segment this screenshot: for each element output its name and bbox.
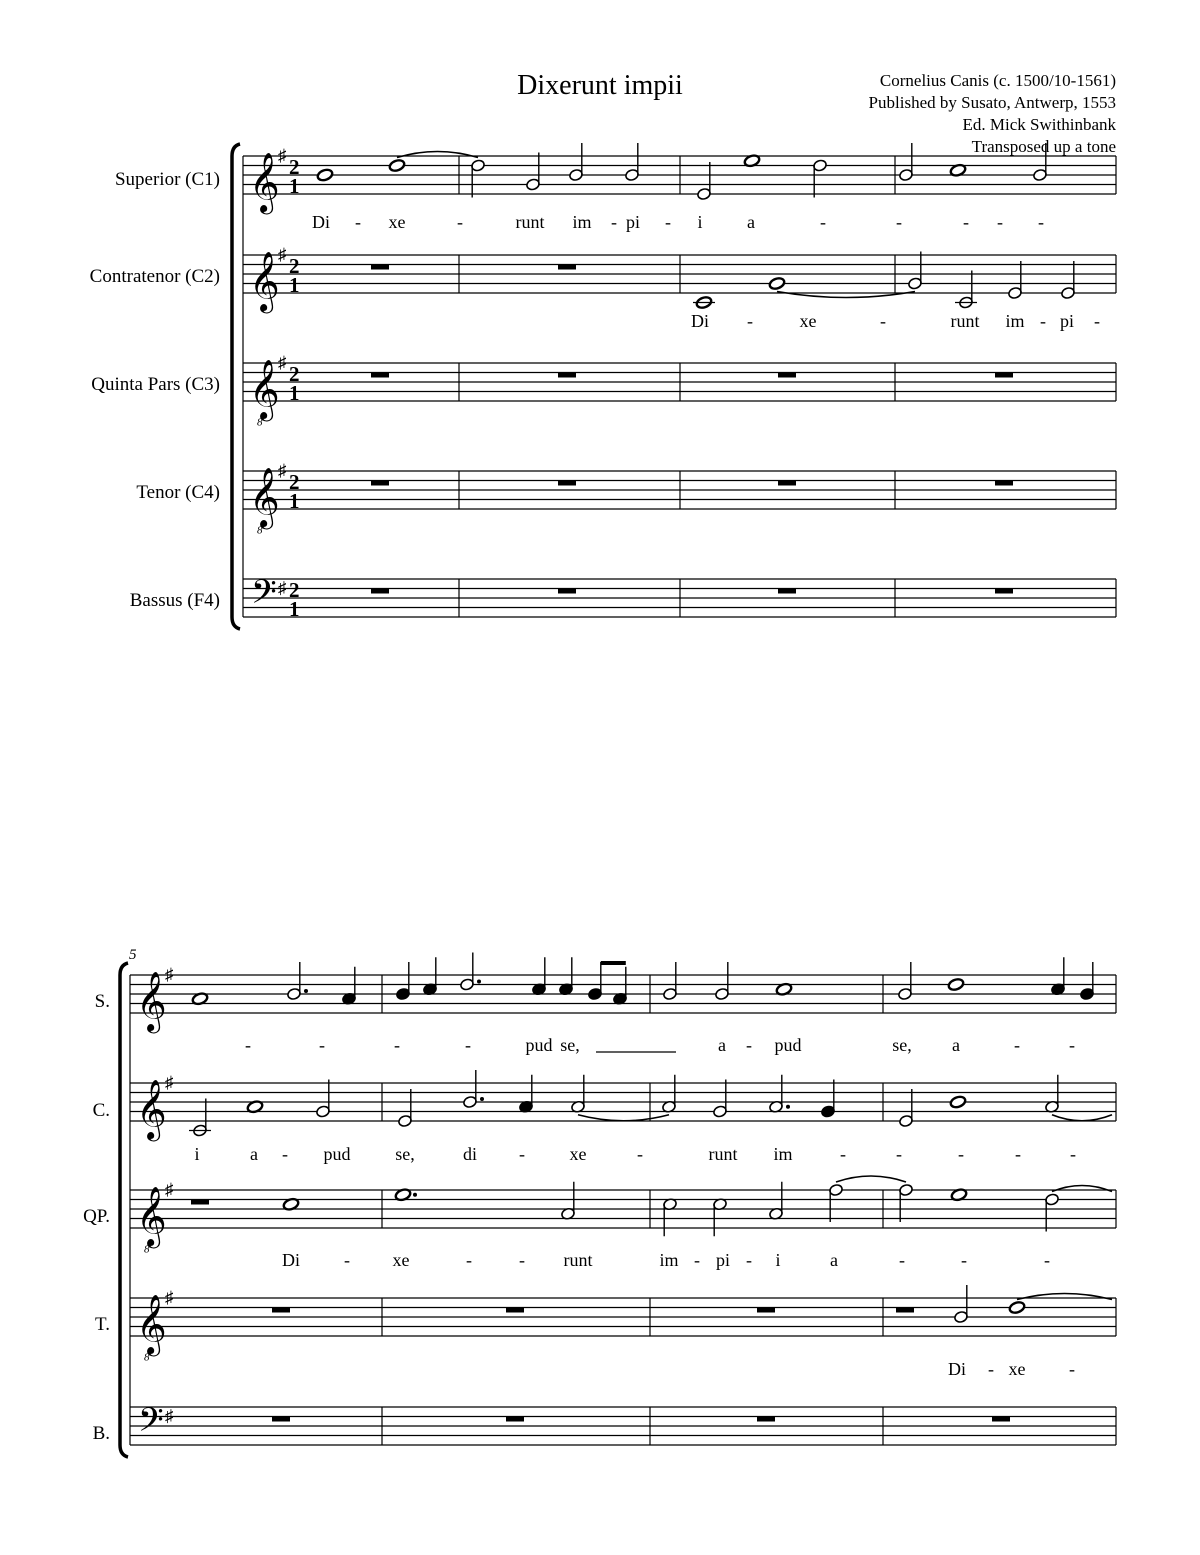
lyric-syllable: runt <box>708 1144 738 1164</box>
sharp-icon: ♯ <box>165 965 174 984</box>
octave-8-icon: 8 <box>257 416 263 429</box>
lyric-syllable: xe <box>569 1144 587 1164</box>
lyric-syllable: - <box>997 212 1003 232</box>
lyric-syllable: pi <box>625 212 641 232</box>
lyric-syllable: - <box>245 1035 251 1055</box>
treble-clef-icon: 𝄞 <box>249 251 280 312</box>
part-label-qp: QP. <box>83 1206 110 1227</box>
breve-rest <box>778 481 796 486</box>
bass-clef-icon: 𝄢 <box>138 1401 164 1448</box>
time-sig-bottom: 1 <box>289 489 300 514</box>
lyric-syllable: a <box>830 1250 838 1270</box>
transposition-note: Transposed up a tone <box>971 137 1116 156</box>
lyric-syllable: - <box>319 1035 325 1055</box>
lyric-syllable: xe <box>799 311 817 331</box>
breve-rest <box>778 589 796 594</box>
breve-rest <box>896 1308 914 1313</box>
lyric-syllable: - <box>519 1144 525 1164</box>
sharp-icon: ♯ <box>278 245 287 264</box>
lyric-syllable: - <box>344 1250 350 1270</box>
breve-rest <box>995 589 1013 594</box>
lyric-syllable: - <box>637 1144 643 1164</box>
lyric-syllable: - <box>282 1144 288 1164</box>
lyric-syllable: - <box>611 212 617 232</box>
lyric-syllable: - <box>665 212 671 232</box>
bass-clef-icon: 𝄢 <box>251 573 277 620</box>
lyric-syllable: - <box>1038 212 1044 232</box>
breve-rest <box>371 373 389 378</box>
staves-system-1 <box>232 144 1116 629</box>
sharp-icon: ♯ <box>278 461 287 480</box>
lyric-syllable: i <box>775 1250 781 1270</box>
lyric-syllable: - <box>519 1250 525 1270</box>
tie <box>1052 1115 1112 1121</box>
dot <box>413 1193 417 1197</box>
dot <box>480 1097 484 1101</box>
octave-8-icon: 8 <box>144 1351 150 1364</box>
lyric-syllable: - <box>1014 1035 1020 1055</box>
notehead <box>949 1095 966 1109</box>
lyric-syllable: - <box>896 212 902 232</box>
treble-clef-icon: 𝄞 <box>249 152 280 213</box>
tie <box>578 1115 669 1121</box>
sharp-icon: ♯ <box>165 1073 174 1092</box>
notehead <box>1008 1300 1025 1314</box>
part-label-b: B. <box>92 1423 110 1444</box>
lyric-syllable: - <box>746 1250 752 1270</box>
sharp-icon: ♯ <box>278 578 287 598</box>
lyric-syllable: - <box>961 1250 967 1270</box>
time-sig-top: 2 <box>289 362 300 387</box>
lyric-syllable: - <box>896 1144 902 1164</box>
lyric-syllable: - <box>1094 311 1100 331</box>
measure-number: 5 <box>129 947 137 963</box>
notehead <box>388 158 405 172</box>
treble-clef-icon: 𝄞 <box>136 1294 167 1355</box>
lyric-syllable: - <box>465 1035 471 1055</box>
lyric-syllable: runt <box>950 311 980 331</box>
time-sig-top: 2 <box>289 470 300 495</box>
breve-rest <box>506 1417 524 1422</box>
part-label-c: C. <box>92 1100 110 1121</box>
lyric-syllable: - <box>880 311 886 331</box>
composer-credit: Cornelius Canis (c. 1500/10-1561) <box>879 71 1116 90</box>
lyric-syllable: pud <box>525 1035 553 1055</box>
part-label-quinta-pars: Quinta Pars (C3) <box>91 374 220 395</box>
lyric-syllable: - <box>694 1250 700 1270</box>
lyric-syllable: - <box>1044 1250 1050 1270</box>
lyric-syllable: im <box>572 212 592 232</box>
breve-rest <box>191 1200 209 1205</box>
lyric-syllable: pud <box>774 1035 802 1055</box>
treble-clef-icon: 𝄞 <box>249 467 280 528</box>
breve-rest <box>272 1308 290 1313</box>
lyric-syllable: - <box>899 1250 905 1270</box>
lyric-syllable: a <box>952 1035 960 1055</box>
lyric-syllable: pud <box>323 1144 351 1164</box>
octave-8-icon: 8 <box>144 1243 150 1256</box>
treble-clef-icon: 𝄞 <box>249 359 280 420</box>
time-sig-bottom: 1 <box>289 273 300 298</box>
lyric-syllable: - <box>988 1359 994 1379</box>
lyric-syllable: im <box>659 1250 679 1270</box>
part-label-contratenor: Contratenor (C2) <box>89 266 220 287</box>
breve-rest <box>992 1417 1010 1422</box>
dot <box>786 1105 790 1109</box>
lyric-syllable: pi <box>715 1250 731 1270</box>
lyric-syllable: runt <box>563 1250 593 1270</box>
part-label-superior: Superior (C1) <box>114 169 220 190</box>
system-bracket <box>120 963 128 1457</box>
lyric-syllable: di <box>462 1144 478 1164</box>
sharp-icon: ♯ <box>165 1180 174 1199</box>
lyric-syllable: se, <box>892 1035 912 1055</box>
time-sig-bottom: 1 <box>289 381 300 406</box>
octave-8-icon: 8 <box>257 524 263 537</box>
lyric-syllable: - <box>746 1035 752 1055</box>
breve-rest <box>558 373 576 378</box>
notehead <box>947 977 964 991</box>
treble-clef-icon: 𝄞 <box>136 1186 167 1247</box>
lyric-syllable: im <box>773 1144 793 1164</box>
lyric-syllable: - <box>963 212 969 232</box>
lyric-syllable: - <box>466 1250 472 1270</box>
breve-rest <box>995 481 1013 486</box>
lyric-syllable: - <box>958 1144 964 1164</box>
breve-rest <box>778 373 796 378</box>
part-label-tenor: Tenor (C4) <box>136 482 220 503</box>
lyric-syllable: runt <box>515 212 545 232</box>
breve-rest <box>757 1417 775 1422</box>
time-sig-top: 2 <box>289 254 300 279</box>
breve-rest <box>558 481 576 486</box>
lyric-syllable: xe <box>392 1250 410 1270</box>
lyric-syllable: xe <box>1008 1359 1026 1379</box>
lyric-syllable: - <box>394 1035 400 1055</box>
part-label-s: S. <box>94 991 110 1012</box>
time-sig-top: 2 <box>289 578 300 603</box>
lyric-syllable: a <box>747 212 755 232</box>
lyric-syllable: pi <box>1059 311 1075 331</box>
lyric-syllable: - <box>457 212 463 232</box>
lyric-syllable: - <box>747 311 753 331</box>
dot <box>477 980 481 984</box>
part-label-t: T. <box>95 1314 110 1335</box>
breve-rest <box>371 265 389 270</box>
sharp-icon: ♯ <box>278 353 287 372</box>
breve-rest <box>371 481 389 486</box>
lyric-syllable: Di <box>312 212 330 232</box>
lyric-syllable: se, <box>560 1035 580 1055</box>
breve-rest <box>558 265 576 270</box>
publisher-credit: Published by Susato, Antwerp, 1553 <box>868 93 1116 112</box>
lyric-syllable: - <box>1069 1359 1075 1379</box>
breve-rest <box>272 1417 290 1422</box>
lyric-syllable: im <box>1005 311 1025 331</box>
breve-rest <box>371 589 389 594</box>
treble-clef-icon: 𝄞 <box>136 1079 167 1140</box>
time-sig-top: 2 <box>289 155 300 180</box>
score-title: Dixerunt impii <box>517 70 683 101</box>
treble-clef-icon: 𝄞 <box>136 971 167 1032</box>
lyric-syllable: xe <box>388 212 406 232</box>
lyric-syllable: - <box>1070 1144 1076 1164</box>
lyric-syllable: - <box>840 1144 846 1164</box>
lyric-syllable: Di <box>282 1250 300 1270</box>
lyric-syllable: - <box>1040 311 1046 331</box>
tie <box>397 152 478 158</box>
staves-system-2 <box>120 963 1116 1457</box>
sharp-icon: ♯ <box>165 1406 174 1426</box>
time-sig-bottom: 1 <box>289 597 300 622</box>
lyric-syllable: i <box>194 1144 200 1164</box>
lyric-syllable: - <box>820 212 826 232</box>
lyric-syllable: Di <box>948 1359 966 1379</box>
system-bracket <box>232 144 240 629</box>
breve-rest <box>558 589 576 594</box>
sharp-icon: ♯ <box>278 146 287 165</box>
dot <box>304 989 308 993</box>
sharp-icon: ♯ <box>165 1288 174 1307</box>
time-sig-bottom: 1 <box>289 174 300 199</box>
lyric-syllable: a <box>250 1144 258 1164</box>
lyric-syllable: a <box>718 1035 726 1055</box>
tie <box>836 1176 906 1182</box>
breve-rest <box>995 373 1013 378</box>
lyric-syllable: se, <box>395 1144 415 1164</box>
lyric-syllable: - <box>1015 1144 1021 1164</box>
breve-rest <box>757 1308 775 1313</box>
notehead <box>768 276 785 290</box>
breve-rest <box>506 1308 524 1313</box>
lyric-syllable: - <box>1069 1035 1075 1055</box>
part-label-bassus: Bassus (F4) <box>129 590 220 611</box>
lyric-syllable: Di <box>691 311 709 331</box>
lyric-syllable: - <box>355 212 361 232</box>
editor-credit: Ed. Mick Swithinbank <box>962 115 1116 134</box>
notehead <box>316 168 333 182</box>
lyric-syllable: i <box>697 212 703 232</box>
